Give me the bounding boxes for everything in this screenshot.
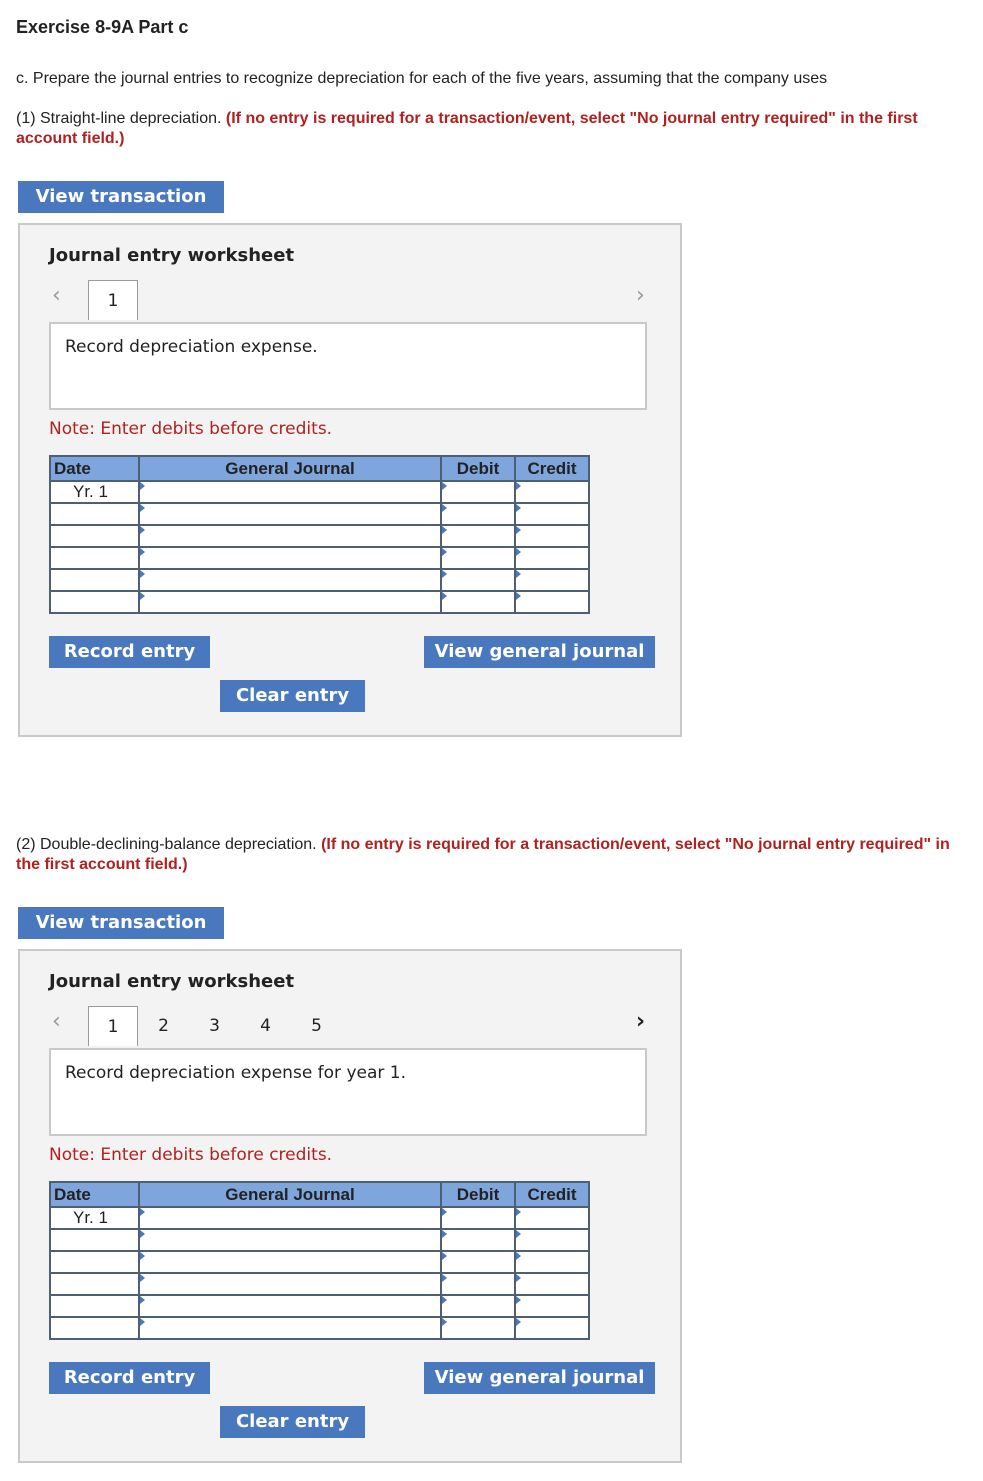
debit-input[interactable] (441, 547, 515, 569)
clear-entry-button[interactable]: Clear entry (220, 1406, 365, 1438)
account-select[interactable] (139, 1295, 441, 1317)
debit-input[interactable] (441, 569, 515, 591)
view-general-journal-button[interactable]: View general journal (424, 1362, 655, 1394)
date-cell (50, 503, 139, 525)
page-tab-1[interactable]: 1 (88, 1006, 138, 1046)
entry-description: Record depreciation expense for year 1. (65, 1063, 407, 1083)
intro-text: c. Prepare the journal entries to recognize depreciation for each of the five years, assuming that the company uses (16, 70, 828, 87)
credit-input[interactable] (515, 591, 589, 613)
debit-input[interactable] (441, 525, 515, 547)
general-journal-column-header: General Journal (139, 1182, 441, 1207)
date-cell (50, 591, 139, 613)
account-select[interactable] (139, 481, 441, 503)
account-select[interactable] (139, 1251, 441, 1273)
credit-input[interactable] (515, 1295, 589, 1317)
debits-note: Note: Enter debits before credits. (49, 1145, 333, 1165)
credit-column-header: Credit (515, 1182, 589, 1207)
credit-input[interactable] (515, 1251, 589, 1273)
table-row (50, 1317, 589, 1339)
debit-input[interactable] (441, 481, 515, 503)
credit-input[interactable] (515, 1317, 589, 1339)
page-tab-2[interactable]: 2 (158, 1016, 169, 1036)
debits-note: Note: Enter debits before credits. (49, 419, 333, 439)
date-cell (50, 569, 139, 591)
part1-label: (1) Straight-line depreciation. (16, 110, 222, 127)
page-tab-4[interactable]: 4 (260, 1016, 271, 1036)
date-cell: Yr. 1 (50, 1207, 139, 1229)
table-row (50, 1273, 589, 1295)
journal-table (49, 1181, 590, 1340)
table-row (50, 481, 589, 503)
table-header-row (50, 1182, 589, 1207)
account-select[interactable] (139, 569, 441, 591)
debit-input[interactable] (441, 1207, 515, 1229)
date-cell (50, 1317, 139, 1339)
record-entry-button[interactable]: Record entry (49, 636, 210, 668)
chevron-left-icon[interactable]: ‹ (52, 1009, 61, 1034)
page-title: Exercise 8-9A Part c (16, 17, 189, 37)
date-column-header: Date (50, 456, 139, 481)
part1-instructions (16, 109, 956, 149)
part1-instruction: (If no entry is required for a transaction/event, select "No journal entry required" in the first account field.) (16, 110, 918, 147)
debit-input[interactable] (441, 1229, 515, 1251)
credit-input[interactable] (515, 1207, 589, 1229)
journal-entry-worksheet-1 (18, 223, 682, 737)
date-cell: Yr. 1 (50, 481, 139, 503)
chevron-right-icon[interactable]: › (636, 1009, 646, 1034)
debit-input[interactable] (441, 591, 515, 613)
page-tab-1[interactable]: 1 (88, 280, 138, 320)
table-row (50, 1229, 589, 1251)
date-cell (50, 525, 139, 547)
debit-input[interactable] (441, 1251, 515, 1273)
part2-instruction: (If no entry is required for a transaction/event, select "No journal entry required" in the first account field.) (16, 836, 950, 873)
page-tab-5[interactable]: 5 (311, 1016, 322, 1036)
credit-input[interactable] (515, 1273, 589, 1295)
account-select[interactable] (139, 525, 441, 547)
date-cell (50, 1273, 139, 1295)
credit-input[interactable] (515, 481, 589, 503)
table-row (50, 1295, 589, 1317)
worksheet-title: Journal entry worksheet (49, 971, 295, 992)
debit-input[interactable] (441, 503, 515, 525)
credit-input[interactable] (515, 503, 589, 525)
table-row (50, 1207, 589, 1229)
page-tab-3[interactable]: 3 (209, 1016, 220, 1036)
date-cell (50, 1229, 139, 1251)
credit-input[interactable] (515, 1229, 589, 1251)
entry-description-box (49, 1048, 647, 1136)
journal-entry-worksheet-2 (18, 949, 682, 1463)
table-header-row (50, 456, 589, 481)
table-row (50, 591, 589, 613)
debit-column-header: Debit (441, 1182, 515, 1207)
entry-description: Record depreciation expense. (65, 337, 318, 357)
debit-input[interactable] (441, 1317, 515, 1339)
journal-table (49, 455, 590, 614)
worksheet-title: Journal entry worksheet (49, 245, 295, 266)
table-row (50, 1251, 589, 1273)
account-select[interactable] (139, 591, 441, 613)
account-select[interactable] (139, 1273, 441, 1295)
part2-label: (2) Double-declining-balance depreciation. (16, 836, 317, 853)
credit-input[interactable] (515, 525, 589, 547)
account-select[interactable] (139, 1317, 441, 1339)
debit-input[interactable] (441, 1295, 515, 1317)
part2-instructions (16, 835, 956, 875)
date-cell (50, 547, 139, 569)
table-row (50, 503, 589, 525)
view-transaction-list-button[interactable]: View transaction (18, 181, 224, 213)
table-row (50, 547, 589, 569)
record-entry-button[interactable]: Record entry (49, 1362, 210, 1394)
credit-column-header: Credit (515, 456, 589, 481)
date-cell (50, 1295, 139, 1317)
entry-description-box (49, 322, 647, 410)
table-row (50, 525, 589, 547)
view-general-journal-button[interactable]: View general journal (424, 636, 655, 668)
general-journal-column-header: General Journal (139, 456, 441, 481)
table-row (50, 569, 589, 591)
view-transaction-list-button[interactable]: View transaction (18, 907, 224, 939)
debit-column-header: Debit (441, 456, 515, 481)
chevron-left-icon[interactable]: ‹ (52, 283, 61, 308)
account-select[interactable] (139, 547, 441, 569)
worksheet-pager (88, 1006, 342, 1046)
account-select[interactable] (139, 503, 441, 525)
worksheet-pager (88, 280, 138, 320)
clear-entry-button[interactable]: Clear entry (220, 680, 365, 712)
debit-input[interactable] (441, 1273, 515, 1295)
date-column-header: Date (50, 1182, 139, 1207)
date-cell (50, 1251, 139, 1273)
account-select[interactable] (139, 1207, 441, 1229)
account-select[interactable] (139, 1229, 441, 1251)
credit-input[interactable] (515, 547, 589, 569)
credit-input[interactable] (515, 569, 589, 591)
chevron-right-icon[interactable]: › (636, 283, 645, 308)
